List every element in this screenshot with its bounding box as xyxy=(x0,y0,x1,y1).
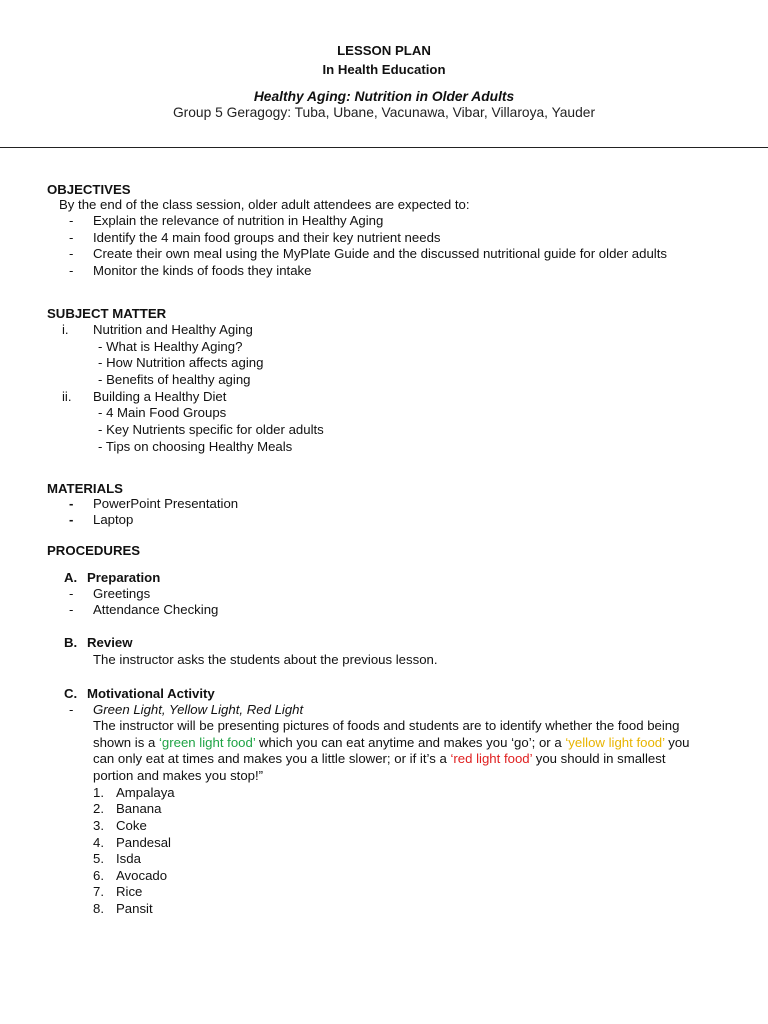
procedure-b-title: Review xyxy=(87,635,133,650)
objectives-intro: By the end of the class session, older adult attendees are expected to: xyxy=(59,197,470,212)
bullet-dash: - xyxy=(69,263,74,278)
bullet-dash: - xyxy=(69,213,74,228)
list-number: 4. xyxy=(93,835,104,850)
horizontal-divider xyxy=(0,147,768,148)
bullet-dash: - xyxy=(69,246,74,261)
list-item: - Benefits of healthy aging xyxy=(98,372,251,387)
list-item: - 4 Main Food Groups xyxy=(98,405,227,420)
red-light-food: ‘red light food’ xyxy=(450,751,533,767)
list-item: Laptop xyxy=(93,512,134,527)
list-item: - Key Nutrients specific for older adults xyxy=(98,422,324,437)
list-item: Create their own meal using the MyPlate Guide and the discussed nutritional guide for older adults xyxy=(93,246,667,261)
list-item: Attendance Checking xyxy=(93,602,219,617)
procedure-a-title: Preparation xyxy=(87,570,161,585)
procedure-b-letter: B. xyxy=(64,635,78,650)
green-light-food: ‘green light food’ xyxy=(158,734,256,750)
food-item: Pandesal xyxy=(116,835,171,850)
list-number: 5. xyxy=(93,851,104,866)
bullet-dash: - xyxy=(69,496,74,511)
procedure-c-letter: C. xyxy=(64,686,78,701)
list-number: 6. xyxy=(93,868,104,883)
food-item: Banana xyxy=(116,801,162,816)
bullet-dash: - xyxy=(69,702,74,717)
lesson-topic: Healthy Aging: Nutrition in Older Adults xyxy=(253,89,515,104)
bullet-dash: - xyxy=(69,512,74,527)
yellow-light-food: ‘yellow light food’ xyxy=(565,734,665,750)
food-item: Pansit xyxy=(116,901,153,916)
activity-name: Green Light, Yellow Light, Red Light xyxy=(93,702,304,717)
list-number: 3. xyxy=(93,818,104,833)
list-item: - How Nutrition affects aging xyxy=(98,355,264,370)
roman-numeral: ii. xyxy=(62,389,72,404)
bullet-dash: - xyxy=(69,586,74,601)
list-item: Explain the relevance of nutrition in Healthy Aging xyxy=(93,213,384,228)
food-item: Isda xyxy=(116,851,141,866)
subject-title: Building a Healthy Diet xyxy=(93,389,227,404)
list-number: 2. xyxy=(93,801,104,816)
list-item: Monitor the kinds of foods they intake xyxy=(93,263,312,278)
materials-heading: MATERIALS xyxy=(47,481,123,496)
bullet-dash: - xyxy=(69,602,74,617)
review-text: The instructor asks the students about the previous lesson. xyxy=(93,652,438,667)
list-item: Greetings xyxy=(93,586,151,601)
procedure-a-letter: A. xyxy=(64,570,78,585)
food-item: Avocado xyxy=(116,868,168,883)
food-item: Coke xyxy=(116,818,147,833)
procedure-c-title: Motivational Activity xyxy=(87,686,215,701)
list-number: 8. xyxy=(93,901,104,916)
food-item: Ampalaya xyxy=(116,785,175,800)
objectives-heading: OBJECTIVES xyxy=(47,182,131,197)
document-title: LESSON PLAN xyxy=(337,43,431,58)
subject-title: Nutrition and Healthy Aging xyxy=(93,322,253,337)
bullet-dash: - xyxy=(69,230,74,245)
list-item: - Tips on choosing Healthy Meals xyxy=(98,439,293,454)
procedures-heading: PROCEDURES xyxy=(47,543,141,558)
list-item: - What is Healthy Aging? xyxy=(98,339,243,354)
group-members: Group 5 Geragogy: Tuba, Ubane, Vacunawa, Vibar, Villaroya, Yauder xyxy=(172,105,596,120)
list-item: Identify the 4 main food groups and their key nutrient needs xyxy=(93,230,441,245)
list-item: PowerPoint Presentation xyxy=(93,496,239,511)
activity-description: The instructor will be presenting pictures of foods and students are to identify whether the food being shown is a ‘green light food’ which you can eat anytime and makes you ‘go’; or a ‘yellow light food’ you can only eat at times and makes you a little slower; or if it’s a ‘red light food’ you should in smallest portion and makes you stop!” xyxy=(93,718,690,783)
food-item: Rice xyxy=(116,884,143,899)
subject-matter-heading: SUBJECT MATTER xyxy=(47,306,167,321)
list-number: 1. xyxy=(93,785,104,800)
document-subtitle: In Health Education xyxy=(322,62,446,77)
list-number: 7. xyxy=(93,884,104,899)
roman-numeral: i. xyxy=(62,322,69,337)
